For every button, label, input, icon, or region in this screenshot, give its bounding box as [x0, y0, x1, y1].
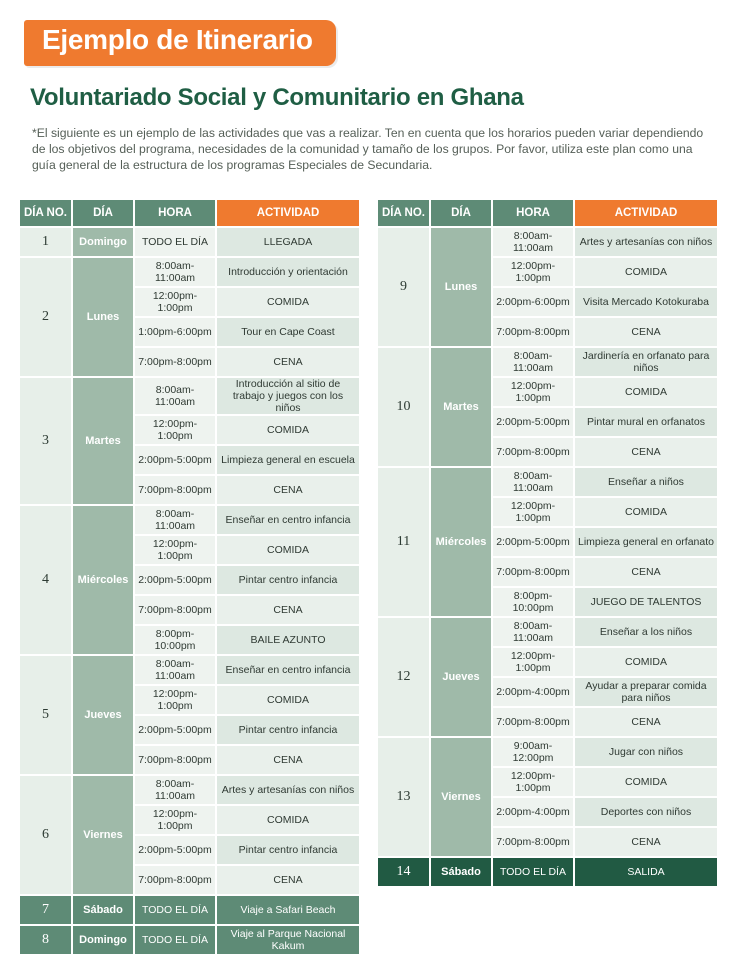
- activity-cell: LLEGADA: [217, 228, 359, 256]
- activity-cell: JUEGO DE TALENTOS: [575, 588, 717, 616]
- day-name-cell: Jueves: [73, 656, 133, 774]
- activity-cell: Enseñar a niños: [575, 468, 717, 496]
- time-cell: 8:00pm-10:00pm: [493, 588, 573, 616]
- schedule-row: [378, 468, 717, 496]
- schedule-body-left: [20, 228, 359, 954]
- activity-cell: Pintar centro infancia: [217, 836, 359, 864]
- time-cell: 8:00am-11:00am: [493, 228, 573, 256]
- activity-cell: CENA: [217, 866, 359, 894]
- day-number-cell: 3: [20, 378, 71, 504]
- intro-paragraph: *El siguiente es un ejemplo de las actividades que vas a realizar. Ten en cuenta que los horarios pueden variar dependiendo de los objetivos del programa, necesidades de la comunidad y tamaño de los grupos. Por favor, utiliza este plan como una guía general de la estructura de los programas Especiales de Secundaria.: [32, 126, 704, 172]
- activity-cell: Pintar mural en orfanatos: [575, 408, 717, 436]
- time-cell: 7:00pm-8:00pm: [493, 438, 573, 466]
- day-number-cell: 9: [378, 228, 429, 346]
- activity-cell: CENA: [575, 708, 717, 736]
- day-name-cell: Domingo: [73, 228, 133, 256]
- day-name-cell: Sábado: [73, 896, 133, 924]
- activity-cell: Viaje a Safari Beach: [217, 896, 359, 924]
- time-cell: 12:00pm-1:00pm: [135, 416, 215, 444]
- activity-cell: COMIDA: [575, 648, 717, 676]
- time-cell: 12:00pm-1:00pm: [135, 536, 215, 564]
- activity-cell: Viaje al Parque Nacional Kakum: [217, 926, 359, 954]
- schedule-row: [20, 926, 359, 954]
- time-cell: 7:00pm-8:00pm: [493, 828, 573, 856]
- day-name-cell: Viernes: [431, 738, 491, 856]
- banner-title: Ejemplo de Itinerario: [42, 24, 313, 55]
- day-number-cell: 11: [378, 468, 429, 616]
- activity-cell: COMIDA: [217, 288, 359, 316]
- schedule-row: [20, 506, 359, 534]
- activity-cell: COMIDA: [217, 416, 359, 444]
- activity-cell: CENA: [575, 438, 717, 466]
- day-number-cell: 14: [378, 858, 429, 886]
- header-time: HORA: [135, 200, 215, 226]
- activity-cell: COMIDA: [217, 536, 359, 564]
- day-number-cell: 1: [20, 228, 71, 256]
- schedule-table-left: [18, 198, 361, 956]
- activity-cell: COMIDA: [575, 258, 717, 286]
- activity-cell: CENA: [217, 746, 359, 774]
- time-cell: 8:00pm-10:00pm: [135, 626, 215, 654]
- time-cell: 9:00am-12:00pm: [493, 738, 573, 766]
- time-cell: 7:00pm-8:00pm: [135, 348, 215, 376]
- activity-cell: Limpieza general en orfanato: [575, 528, 717, 556]
- schedule-row: [378, 858, 717, 886]
- schedule-row: [378, 618, 717, 646]
- time-cell: 12:00pm-1:00pm: [493, 648, 573, 676]
- activity-cell: Enseñar en centro infancia: [217, 506, 359, 534]
- day-name-cell: Lunes: [431, 228, 491, 346]
- time-cell: 12:00pm-1:00pm: [493, 378, 573, 406]
- time-cell: 12:00pm-1:00pm: [135, 288, 215, 316]
- time-cell: 8:00am-11:00am: [493, 618, 573, 646]
- day-name-cell: Viernes: [73, 776, 133, 894]
- time-cell: 7:00pm-8:00pm: [493, 558, 573, 586]
- activity-cell: Visita Mercado Kotokuraba: [575, 288, 717, 316]
- activity-cell: COMIDA: [217, 686, 359, 714]
- day-number-cell: 5: [20, 656, 71, 774]
- activity-cell: Jardinería en orfanato para niños: [575, 348, 717, 376]
- day-name-cell: Miércoles: [73, 506, 133, 654]
- time-cell: 7:00pm-8:00pm: [493, 708, 573, 736]
- day-number-cell: 12: [378, 618, 429, 736]
- day-name-cell: Domingo: [73, 926, 133, 954]
- time-cell: 8:00am-11:00am: [135, 506, 215, 534]
- activity-cell: COMIDA: [575, 378, 717, 406]
- activity-cell: Jugar con niños: [575, 738, 717, 766]
- schedule-row: [378, 738, 717, 766]
- day-number-cell: 7: [20, 896, 71, 924]
- activity-cell: Introducción al sitio de trabajo y juegos con los niños: [217, 378, 359, 414]
- activity-cell: Ayudar a preparar comida para niños: [575, 678, 717, 706]
- day-name-cell: Martes: [73, 378, 133, 504]
- time-cell: 8:00am-11:00am: [135, 656, 215, 684]
- activity-cell: BAILE AZUNTO: [217, 626, 359, 654]
- activity-cell: Tour en Cape Coast: [217, 318, 359, 346]
- schedule-row: [20, 228, 359, 256]
- activity-cell: COMIDA: [217, 806, 359, 834]
- header-day-number: DÍA NO.: [378, 200, 429, 226]
- activity-cell: Introducción y orientación: [217, 258, 359, 286]
- activity-cell: CENA: [217, 348, 359, 376]
- day-name-cell: Miércoles: [431, 468, 491, 616]
- day-number-cell: 6: [20, 776, 71, 894]
- time-cell: 12:00pm-1:00pm: [135, 686, 215, 714]
- schedule-row: [20, 896, 359, 924]
- time-cell: 2:00pm-5:00pm: [135, 716, 215, 744]
- time-cell: 2:00pm-5:00pm: [493, 528, 573, 556]
- time-cell: 2:00pm-5:00pm: [135, 566, 215, 594]
- schedule-body-right: [378, 228, 717, 886]
- schedule-row: [378, 348, 717, 376]
- activity-cell: CENA: [217, 476, 359, 504]
- time-cell: 2:00pm-4:00pm: [493, 678, 573, 706]
- time-cell: 8:00am-11:00am: [135, 258, 215, 286]
- activity-cell: CENA: [575, 318, 717, 346]
- day-number-cell: 10: [378, 348, 429, 466]
- time-cell: TODO EL DÍA: [135, 896, 215, 924]
- day-name-cell: Lunes: [73, 258, 133, 376]
- time-cell: 1:00pm-6:00pm: [135, 318, 215, 346]
- schedule-row: [20, 656, 359, 684]
- time-cell: 8:00am-11:00am: [493, 468, 573, 496]
- header-banner: [24, 20, 336, 66]
- activity-cell: Artes y artesanías con niños: [217, 776, 359, 804]
- header-day: DÍA: [431, 200, 491, 226]
- activity-cell: Limpieza general en escuela: [217, 446, 359, 474]
- time-cell: 7:00pm-8:00pm: [135, 866, 215, 894]
- time-cell: 2:00pm-5:00pm: [135, 836, 215, 864]
- time-cell: TODO EL DÍA: [135, 926, 215, 954]
- header-day: DÍA: [73, 200, 133, 226]
- activity-cell: COMIDA: [575, 768, 717, 796]
- header-activity: ACTIVIDAD: [575, 200, 717, 226]
- schedule-row: [378, 228, 717, 256]
- time-cell: 2:00pm-4:00pm: [493, 798, 573, 826]
- activity-cell: Deportes con niños: [575, 798, 717, 826]
- schedule-table-right: [376, 198, 719, 888]
- time-cell: 12:00pm-1:00pm: [493, 768, 573, 796]
- time-cell: 8:00am-11:00am: [135, 378, 215, 414]
- activity-cell: SALIDA: [575, 858, 717, 886]
- time-cell: 7:00pm-8:00pm: [135, 596, 215, 624]
- activity-cell: Pintar centro infancia: [217, 566, 359, 594]
- header-activity: ACTIVIDAD: [217, 200, 359, 226]
- day-name-cell: Martes: [431, 348, 491, 466]
- day-number-cell: 4: [20, 506, 71, 654]
- time-cell: 8:00am-11:00am: [135, 776, 215, 804]
- time-cell: 12:00pm-1:00pm: [493, 258, 573, 286]
- activity-cell: CENA: [575, 828, 717, 856]
- time-cell: 2:00pm-6:00pm: [493, 288, 573, 316]
- day-number-cell: 13: [378, 738, 429, 856]
- activity-cell: Pintar centro infancia: [217, 716, 359, 744]
- day-name-cell: Sábado: [431, 858, 491, 886]
- activity-cell: CENA: [575, 558, 717, 586]
- time-cell: TODO EL DÍA: [135, 228, 215, 256]
- time-cell: 7:00pm-8:00pm: [135, 476, 215, 504]
- page-title: Voluntariado Social y Comunitario en Ghana: [30, 84, 524, 111]
- activity-cell: COMIDA: [575, 498, 717, 526]
- time-cell: TODO EL DÍA: [493, 858, 573, 886]
- activity-cell: Enseñar a los niños: [575, 618, 717, 646]
- header-time: HORA: [493, 200, 573, 226]
- schedule-row: [20, 258, 359, 286]
- time-cell: 12:00pm-1:00pm: [135, 806, 215, 834]
- time-cell: 7:00pm-8:00pm: [135, 746, 215, 774]
- day-name-cell: Jueves: [431, 618, 491, 736]
- time-cell: 7:00pm-8:00pm: [493, 318, 573, 346]
- activity-cell: Enseñar en centro infancia: [217, 656, 359, 684]
- header-day-number: DÍA NO.: [20, 200, 71, 226]
- time-cell: 12:00pm-1:00pm: [493, 498, 573, 526]
- time-cell: 2:00pm-5:00pm: [493, 408, 573, 436]
- time-cell: 2:00pm-5:00pm: [135, 446, 215, 474]
- day-number-cell: 8: [20, 926, 71, 954]
- day-number-cell: 2: [20, 258, 71, 376]
- schedule-row: [20, 378, 359, 414]
- time-cell: 8:00am-11:00am: [493, 348, 573, 376]
- activity-cell: Artes y artesanías con niños: [575, 228, 717, 256]
- schedule-row: [20, 776, 359, 804]
- activity-cell: CENA: [217, 596, 359, 624]
